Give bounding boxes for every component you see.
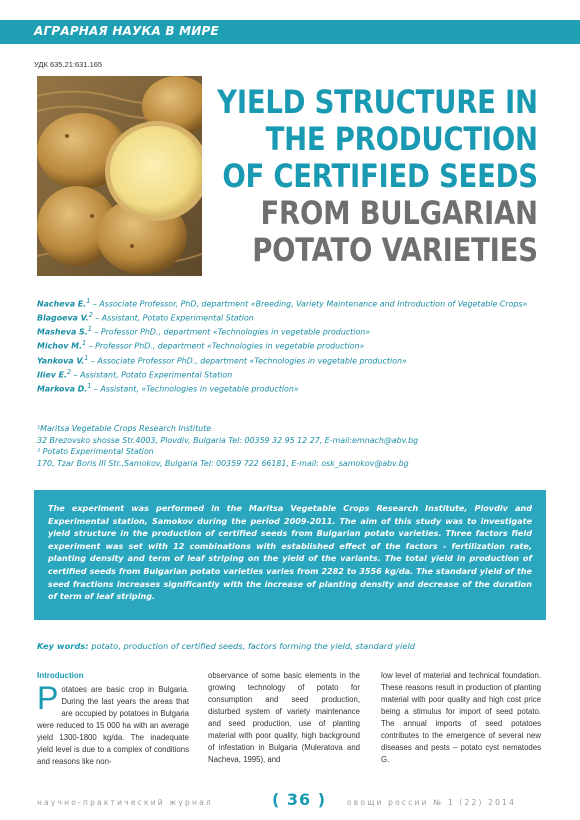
keywords — [37, 641, 547, 651]
author-desc: – Professor PhD., department «Technologies in vegetable production» — [86, 342, 365, 351]
author-entry — [37, 367, 547, 381]
author-desc: – Associate Professor PhD., department «Technologies in vegetable production» — [88, 356, 407, 366]
journal-name: научно-практический журнал — [37, 798, 213, 807]
body-column-3 — [381, 670, 541, 766]
author-sup: 1 — [87, 381, 92, 390]
udk-code: УДК 635.21:631.165 — [34, 60, 103, 69]
column-3-text: low level of material and technical foundation. These reasons result in production of planting material with poor quality and high cost price being a stimulus for import of seed potato. The annual imports of seed potatoes contributes to the emergence of several new diseases and pests – potato cyst nematodes G. — [381, 671, 541, 764]
author-name: Yankova V. — [37, 356, 85, 366]
author-desc: – Assistant, Potato Experimental Station — [92, 313, 254, 323]
drop-cap: P — [37, 680, 59, 716]
section-title: АГРАРНАЯ НАУКА В МИРЕ — [34, 24, 219, 38]
author-sup: 1 — [84, 353, 89, 362]
author-entry — [37, 324, 547, 338]
author-entry — [37, 381, 547, 395]
potato-illustration — [37, 76, 202, 276]
affiliations — [37, 423, 547, 469]
title-line-2: THE PRODUCTION — [265, 120, 538, 158]
author-desc: – Professor PhD., department «Technologies in vegetable production» — [91, 327, 371, 337]
affiliation-2-address: 170, Tzar Boris III Str.,Samokov, Bulgaria Tel: 00359 722 66181, E-mail: osk_samokov@abv.bg — [37, 458, 409, 468]
potato-photo — [37, 76, 202, 276]
keywords-label: Key words: — [37, 641, 89, 651]
article-title — [217, 84, 538, 269]
page-number: ( 36 ) — [272, 790, 327, 809]
column-2-text: observance of some basic elements in the growing technology of potato for consumption and seed production, disturbed system of variety maintenance and seed production, use of planting material with poor quality, high background of infestation in Bulgaria (Muleratova and Nacheva, 1995), and — [208, 671, 360, 764]
keywords-text: potato, production of certified seeds, factors forming the yield, standard yield — [88, 641, 416, 651]
abstract-text: The experiment was performed in the Maritsa Vegetable Crops Research Institute, Plovdiv and Experimental station, Samokov during the period 2009-2011. The aim of this study was to investigate yield structure in the production of certified seeds from Bulgarian potato varieties. Three factors field experiment was set with 12 combinations with established effect of the factors - fertilization rate, planting density and term of leaf striping on the yield of the variants. The total yield in production of certified seeds from Bulgarian potato varieties varies from 2282 to 3556 kg/da. The standard yield of the seed fractions increases significantly with the increase of planting density and decrease of the duration of term of leaf striping. — [48, 503, 532, 602]
author-sup: 2 — [88, 311, 93, 320]
author-sup: 1 — [87, 325, 92, 334]
affiliation-1-address: 32 Brezovsko shosse Str.4003, Plovdiv, Bulgaria Tel: 00359 32 95 12 27, E-mail:emnach@abv.bg — [37, 435, 419, 445]
author-sup: 2 — [66, 367, 72, 376]
column-1-text: otatoes are basic crop in Bulgaria. During the last years the areas that are occupied by potatoes in Bulgaria were reduced to 15 000 ha with an average yield 1300-1800 kg/da. The inadequate yield level is due to a complex of conditions and reasons like non- — [37, 685, 189, 766]
abstract-box — [34, 490, 546, 620]
author-name: Michov M. — [37, 342, 83, 351]
author-name: Iliev E. — [37, 370, 67, 380]
author-name: Markova D. — [37, 384, 88, 394]
author-entry — [37, 353, 547, 367]
body-column-1 — [37, 670, 189, 768]
title-line-1: YIELD STRUCTURE IN — [217, 83, 538, 121]
author-sup: 1 — [82, 339, 87, 348]
introduction-heading: Introduction — [37, 671, 84, 680]
author-desc: – Associate Professor, PhD, department «Breeding, Variety Maintenance and Introduction of Vegetable Crops» — [90, 299, 528, 309]
author-entry — [37, 338, 547, 352]
author-entry — [37, 310, 547, 324]
author-name: Masheva S. — [37, 327, 88, 337]
author-name: Nacheva E. — [37, 299, 87, 309]
page-footer — [0, 790, 580, 811]
title-line-4: FROM BULGARIAN — [260, 194, 538, 232]
author-entry — [37, 296, 547, 310]
title-line-5: POTATO VARIETIES — [252, 231, 538, 269]
author-name: Blagoeva V. — [37, 313, 89, 323]
affiliation-1-name: ¹Maritsa Vegetable Crops Research Institute — [37, 424, 212, 433]
issue-info: овощи россии № 1 (22) 2014 — [347, 798, 517, 807]
section-header-bar — [0, 20, 580, 44]
author-desc: – Assistant, Potato Experimental Station — [71, 370, 233, 380]
affiliation-2-name: ² Potato Experimental Station — [37, 447, 154, 456]
author-list — [37, 296, 547, 395]
author-sup: 1 — [86, 297, 91, 305]
page-number-value: 36 — [286, 790, 312, 809]
body-column-2 — [208, 670, 360, 766]
author-desc: – Assistant, «Technologies in vegetable production» — [91, 384, 299, 394]
title-line-3: OF CERTIFIED SEEDS — [222, 157, 538, 195]
